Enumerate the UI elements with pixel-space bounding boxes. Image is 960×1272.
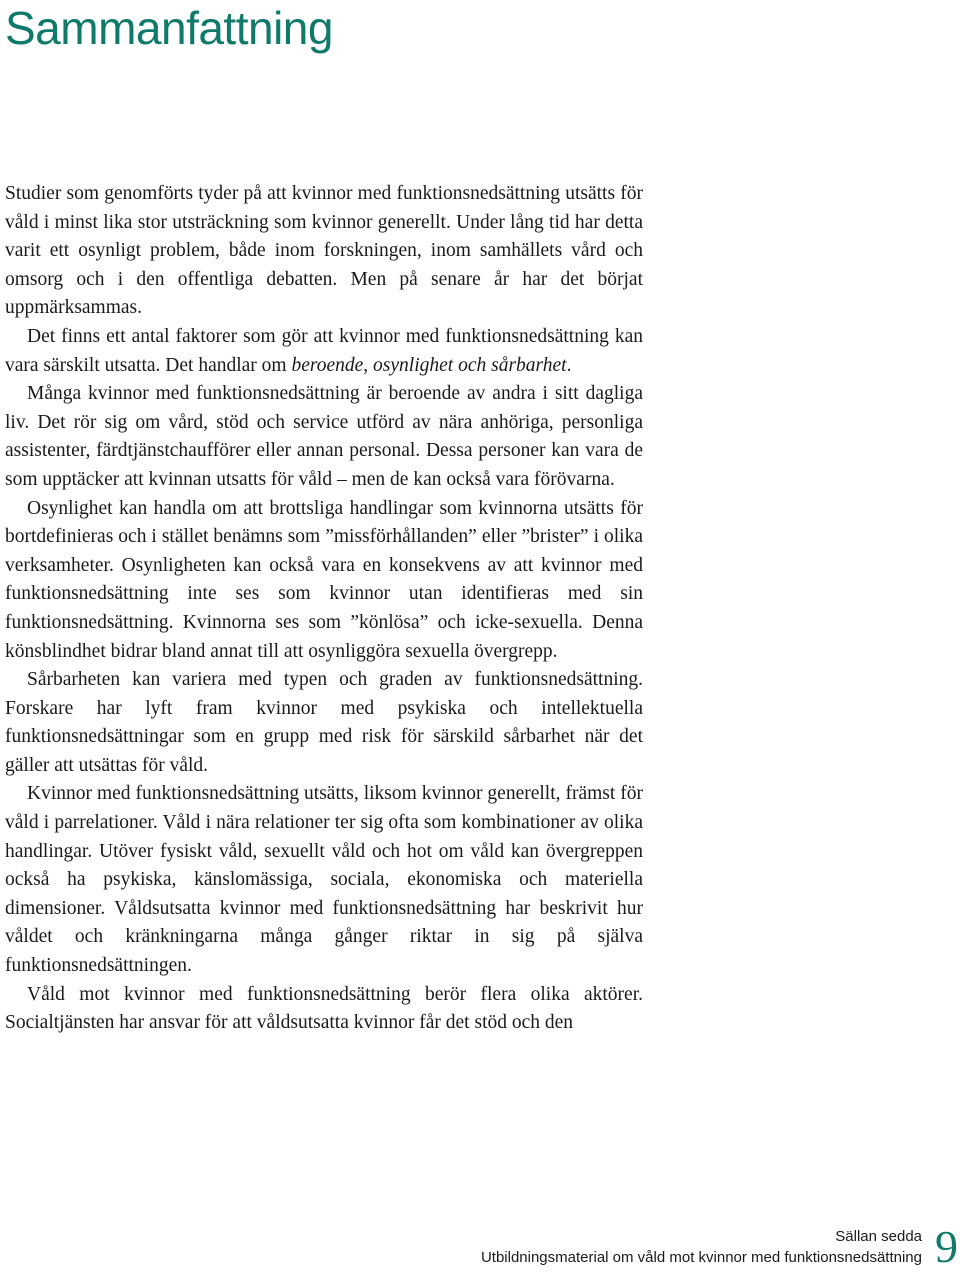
page-number: 9 bbox=[935, 1221, 958, 1272]
page-title: Sammanfattning bbox=[5, 2, 333, 54]
paragraph-factors bbox=[5, 323, 643, 380]
footer-publication-title: Sällan sedda bbox=[835, 1228, 922, 1245]
paragraph-invisibility: Osynlighet kan handla om att brottsliga handlingar som kvinnorna utsätts för bortdefinieras och i stället benämns som ”missförhållanden” eller ”brister” i olika verksamheter. Osynligheten kan också vara en konsekvens av att kvinnor med funktionsnedsättning inte ses som kvinnor utan identifieras med sin funktionsnedsättning. Kvinnorna ses som ”könlösa” och icke-sexuella. Denna könsblindhet bidrar bland annat till att osynliggöra sexuella övergrepp. bbox=[5, 497, 643, 662]
footer-subtitle: Utbildningsmaterial om våld mot kvinnor med funktionsnedsättning bbox=[480, 1249, 922, 1266]
page-footer bbox=[481, 1226, 922, 1268]
paragraph-vulnerability: Sårbarheten kan variera med typen och graden av funktionsnedsättning. Forskare har lyft fram kvinnor med psykiska och intellektuella funktionsnedsättningar som en grupp med risk för särskild sårbarhet när det gäller att utsättas för våld. bbox=[5, 669, 643, 776]
paragraph-dependence: Många kvinnor med funktionsnedsättning är beroende av andra i sitt dagliga liv. Det rör sig om vård, stöd och service utförd av nära anhöriga, personliga assistenter, färdtjänstchaufförer eller annan personal. Dessa personer kan vara de som upptäcker att kvinnan utsatts för våld – men de kan också vara förövarna. bbox=[5, 383, 643, 490]
paragraph-partner-violence: Kvinnor med funktionsnedsättning utsätts, liksom kvinnor generellt, främst för våld i parrelationer. Våld i nära relationer ter sig ofta som kombinationer av olika handlingar. Utöver fysiskt våld, sexuellt våld och hot om våld kan övergreppen också ha psykiska, känslomässiga, sociala, ekonomiska och materiella dimensioner. Våldsutsatta kvinnor med funktionsnedsättning har beskrivit hur våldet och kränkningarna många gånger riktar in sig på själva funktionsnedsättningen. bbox=[5, 783, 643, 977]
paragraph-intro: Studier som genomförts tyder på att kvinnor med funktionsnedsättning utsätts för våld i minst lika stor utsträckning som kvinnor generellt. Under lång tid har detta varit ett osynligt problem, både inom forskningen, inom samhällets vård och omsorg och i den offentliga debatten. Men på senare år har det börjat uppmärksammas. bbox=[5, 183, 643, 319]
paragraph-factors-text: Det finns ett antal faktorer som gör att kvinnor med funktionsnedsättning kan vara särskilt utsatta. Det handlar om bbox=[5, 325, 643, 376]
factors-emphasis: beroende, osynlighet och sårbarhet bbox=[291, 354, 567, 376]
body-text bbox=[5, 180, 643, 1038]
paragraph-actors: Våld mot kvinnor med funktionsnedsättning berör flera olika aktörer. Socialtjänsten har ansvar för att våldsutsatta kvinnor får det stöd och den bbox=[5, 983, 643, 1034]
paragraph-factors-end: . bbox=[566, 354, 572, 376]
